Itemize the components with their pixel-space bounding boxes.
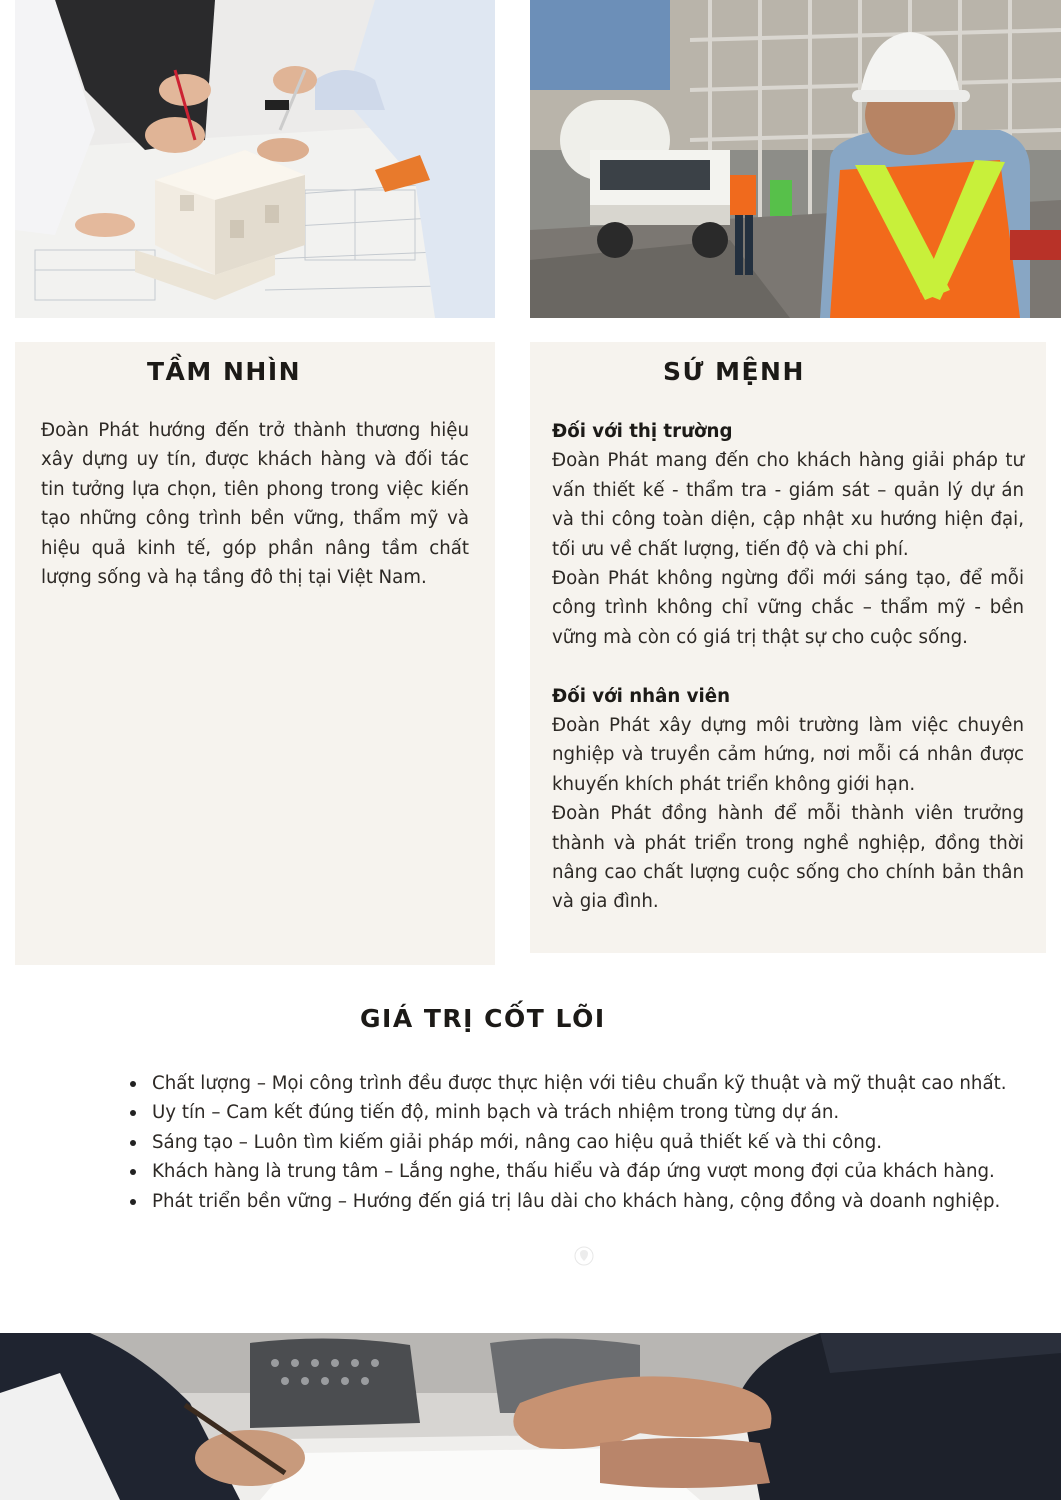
staff-heading: Đối với nhân viên bbox=[552, 685, 731, 707]
vision-text: Đoàn Phát hướng đến trở thành thương hiệu xây dựng uy tín, được khách hàng và đối tác tin tưởng lựa chọn, tiên phong trong việc kiến tạo những công trình bền vững, thẩm mỹ và hiệu quả kinh tế, góp phần nâng tầm chất lượng sống và hạ tầng đô thị tại Việt Nam. bbox=[41, 420, 469, 589]
business-meeting-photo bbox=[0, 1333, 1061, 1500]
core-value-item: Phát triển bền vững – Hướng đến giá trị lâu dài cho khách hàng, cộng đồng và doanh nghiệp. bbox=[128, 1187, 1031, 1216]
vision-title: TẦM NHÌN bbox=[147, 357, 302, 386]
location-pin-icon bbox=[574, 1246, 594, 1266]
mission-content bbox=[552, 417, 1024, 917]
market-paragraph-2: Đoàn Phát không ngừng đổi mới sáng tạo, để mỗi công trình không chỉ vững chắc – thẩm mỹ - bền vững mà còn có giá trị thật sự cho cuộc sống. bbox=[552, 568, 1024, 648]
staff-paragraph-1: Đoàn Phát xây dựng môi trường làm việc chuyên nghiệp và truyền cảm hứng, nơi mỗi cá nhân được khuyến khích phát triển không giới hạn. bbox=[552, 715, 1024, 795]
construction-site-photo bbox=[530, 0, 1061, 318]
core-values-list bbox=[128, 1069, 1031, 1216]
mission-panel bbox=[530, 342, 1046, 953]
vision-panel bbox=[15, 342, 495, 965]
architects-photo bbox=[15, 0, 495, 318]
core-value-item: Khách hàng là trung tâm – Lắng nghe, thấu hiểu và đáp ứng vượt mong đợi của khách hàng. bbox=[128, 1157, 1031, 1186]
staff-paragraph-2: Đoàn Phát đồng hành để mỗi thành viên trưởng thành và phát triển trong nghề nghiệp, đồng thời nâng cao chất lượng cuộc sống cho chính bản thân và gia đình. bbox=[552, 803, 1024, 913]
market-paragraph-1: Đoàn Phát mang đến cho khách hàng giải pháp tư vấn thiết kế - thẩm tra - giám sát – quản lý dự án và thi công toàn diện, cập nhật xu hướng hiện đại, tối ưu về chất lượng, tiến độ và chi phí. bbox=[552, 450, 1024, 560]
mission-title: SỨ MỆNH bbox=[663, 357, 805, 386]
core-values-title: GIÁ TRỊ CỐT LÕI bbox=[360, 1004, 606, 1033]
core-value-item: Sáng tạo – Luôn tìm kiếm giải pháp mới, nâng cao hiệu quả thiết kế và thi công. bbox=[128, 1128, 1031, 1157]
market-heading: Đối với thị trường bbox=[552, 421, 733, 442]
core-value-item: Uy tín – Cam kết đúng tiến độ, minh bạch và trách nhiệm trong từng dự án. bbox=[128, 1098, 1031, 1127]
core-value-item: Chất lượng – Mọi công trình đều được thực hiện với tiêu chuẩn kỹ thuật và mỹ thuật cao nhất. bbox=[128, 1069, 1031, 1098]
